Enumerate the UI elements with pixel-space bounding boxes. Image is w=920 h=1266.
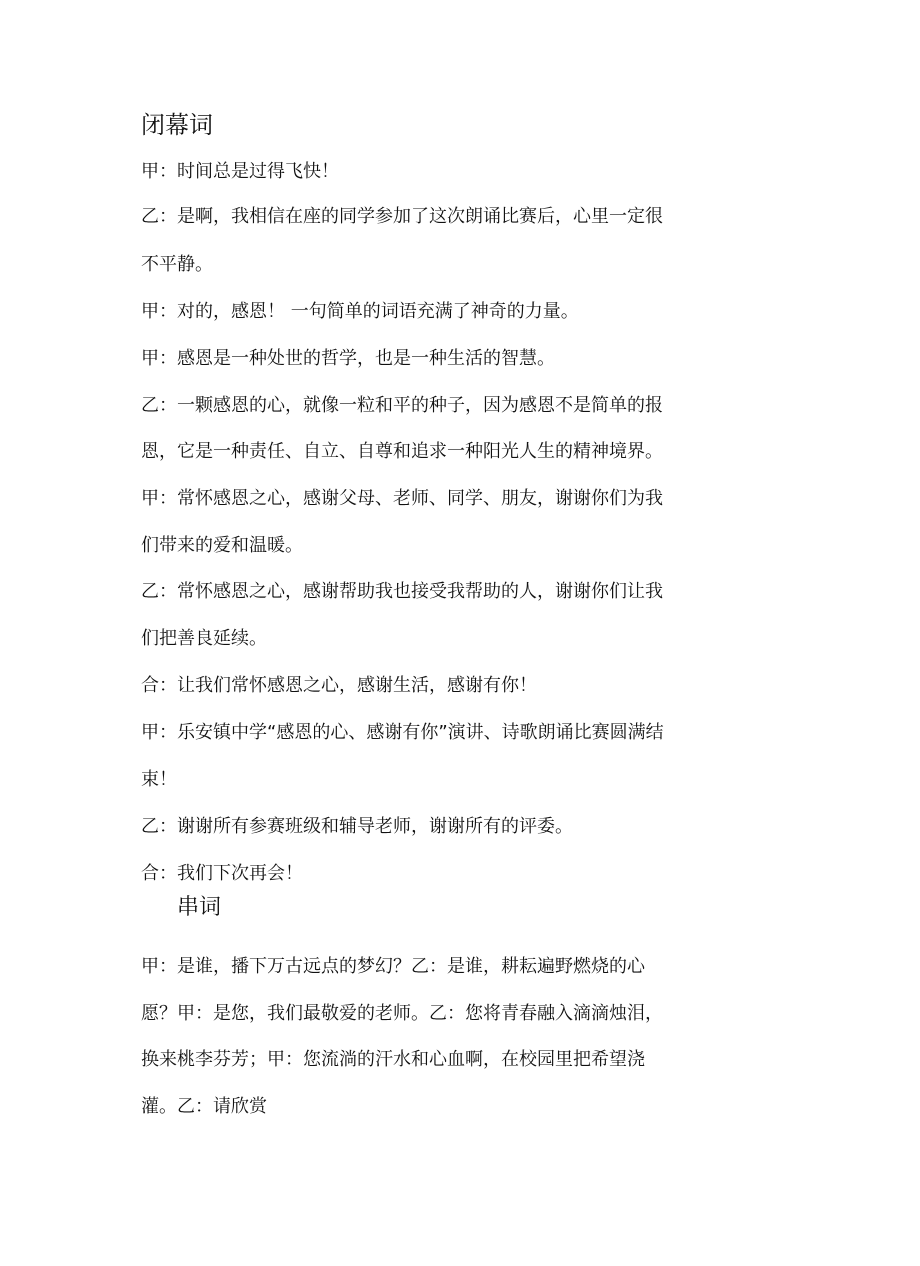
- closing-line-14: 束！: [141, 769, 177, 790]
- transition-line-4: 灌。乙：请欣赏: [141, 1096, 267, 1117]
- closing-line-12: 合：让我们常怀感恩之心，感谢生活，感谢有你！: [141, 675, 537, 696]
- closing-line-3: 不平静。: [141, 254, 213, 275]
- closing-speech-title: 闭幕词: [141, 111, 213, 139]
- transition-line-1: 甲：是谁，播下万古远点的梦幻？乙：是谁，耕耘遍野燃烧的心: [141, 956, 645, 977]
- transition-line-2: 愿？甲：是您，我们最敬爱的老师。乙：您将青春融入滴滴烛泪，: [141, 1003, 663, 1024]
- closing-line-2: 乙：是啊，我相信在座的同学参加了这次朗诵比赛后，心里一定很: [141, 206, 663, 227]
- closing-line-10: 乙：常怀感恩之心，感谢帮助我也接受我帮助的人，谢谢你们让我: [141, 581, 663, 602]
- closing-line-5: 甲：感恩是一种处世的哲学，也是一种生活的智慧。: [141, 348, 555, 369]
- closing-line-16: 合：我们下次再会！: [141, 863, 303, 884]
- closing-line-6: 乙：一颗感恩的心，就像一粒和平的种子，因为感恩不是简单的报: [141, 395, 663, 416]
- closing-line-1: 甲：时间总是过得飞快！: [141, 161, 339, 182]
- closing-line-9: 们带来的爱和温暖。: [141, 535, 303, 556]
- closing-line-4: 甲：对的，感恩！ 一句简单的词语充满了神奇的力量。: [141, 301, 579, 322]
- closing-line-15: 乙：谢谢所有参赛班级和辅导老师，谢谢所有的评委。: [141, 816, 573, 837]
- transition-line-3: 换来桃李芬芳；甲：您流淌的汗水和心血啊，在校园里把希望浇: [141, 1049, 645, 1070]
- transition-title: 串词: [177, 895, 222, 920]
- closing-line-8: 甲：常怀感恩之心，感谢父母、老师、同学、朋友，谢谢你们为我: [141, 488, 663, 509]
- closing-line-11: 们把善良延续。: [141, 628, 267, 649]
- closing-line-13: 甲：乐安镇中学“感恩的心、感谢有你”演讲、诗歌朗诵比赛圆满结: [141, 722, 664, 743]
- closing-line-7: 恩，它是一种责任、自立、自尊和追求一种阳光人生的精神境界。: [141, 441, 663, 462]
